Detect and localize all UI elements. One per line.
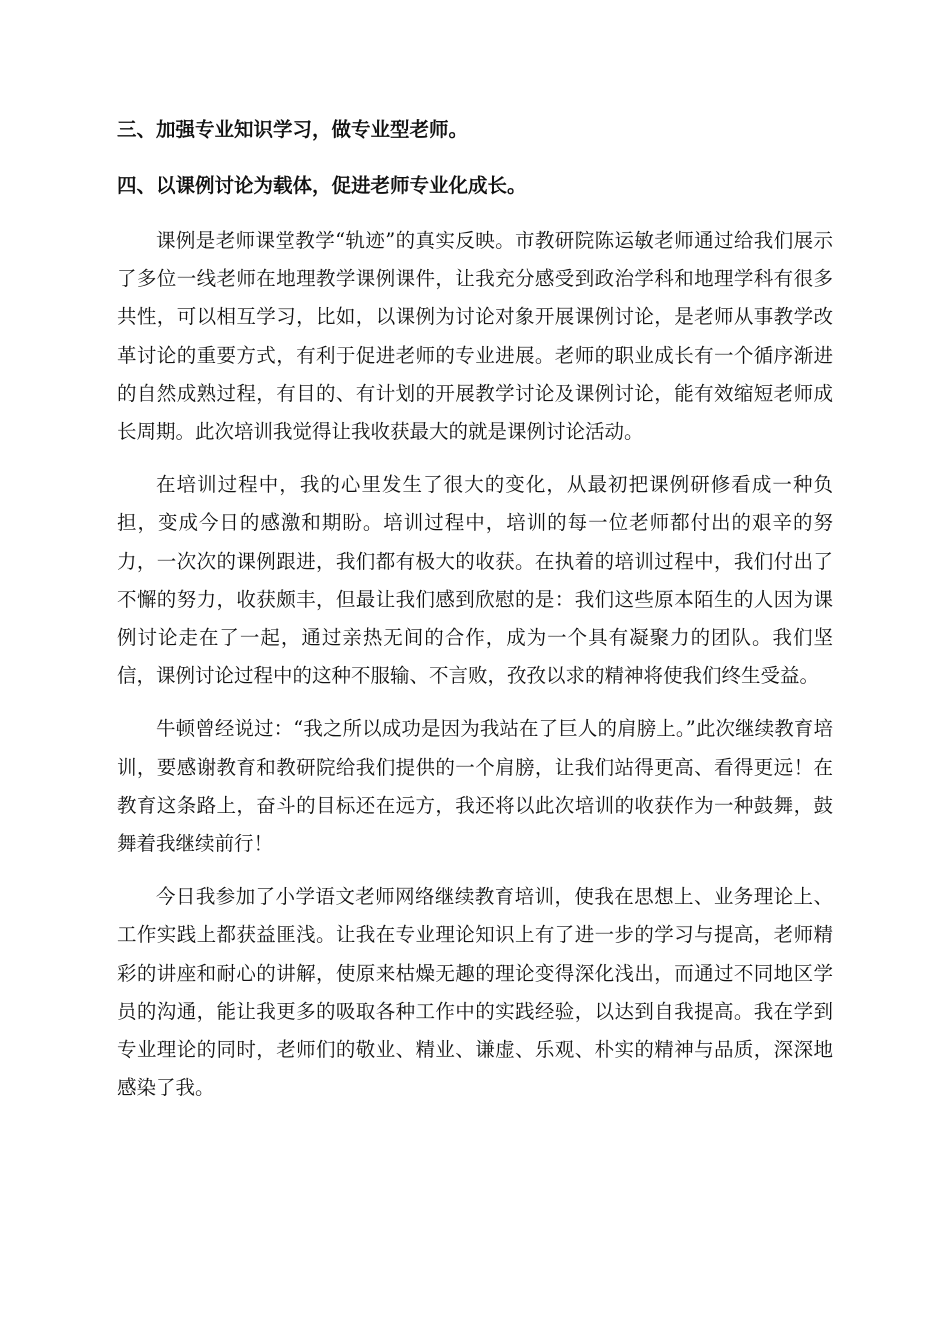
paragraph-case-study: 课例是老师课堂教学“轨迹”的真实反映。市教研院陈运敏老师通过给我们展示了多位一线老师在地理教学课例课件，让我充分感受到政治学科和地理学科有很多共性，可以相互学习，比如，以课例为讨论对象开展课例讨论，是老师从事教学改革讨论的重要方式，有利于促进老师的专业进展。老师的职业成长有一个循序渐进的自然成熟过程，有目的、有计划的开展教学讨论及课例讨论，能有效缩短老师成长周期。此次培训我觉得让我收获最大的就是课例讨论活动。 [117,229,833,444]
paragraph-online-training: 今日我参加了小学语文老师网络继续教育培训，使我在思想上、业务理论上、工作实践上都获益匪浅。让我在专业理论知识上有了进一步的学习与提高，老师精彩的讲座和耐心的讲解，使原来枯燥无趣的理论变得深化浅出，而通过不同地区学员的沟通，能让我更多的吸取各种工作中的实践经验，以达到自我提高。我在学到专业理论的同时，老师们的敬业、精业、谦虚、乐观、朴实的精神与品质，深深地感染了我。 [117,885,833,1100]
paragraph-training-process: 在培训过程中，我的心里发生了很大的变化，从最初把课例研修看成一种负担，变成今日的感激和期盼。培训过程中，培训的每一位老师都付出的艰辛的努力，一次次的课例跟进，我们都有极大的收获。在执着的培训过程中，我们付出了不懈的努力，收获颇丰，但最让我们感到欣慰的是：我们这些原本陌生的人因为课例讨论走在了一起，通过亲热无间的合作，成为一个具有凝聚力的团队。我们坚信，课例讨论过程中的这种不服输、不言败，孜孜以求的精神将使我们终生受益。 [117,473,833,688]
section-heading-4: 四、以课例讨论为载体，促进老师专业化成长。 [117,174,527,197]
section-heading-3: 三、加强专业知识学习，做专业型老师。 [117,118,469,141]
document-body [117,111,833,1107]
paragraph-newton-quote: 牛顿曾经说过：“我之所以成功是因为我站在了巨人的肩膀上。”此次继续教育培训，要感谢教育和教研院给我们提供的一个肩膀，让我们站得更高、看得更远！在教育这条路上，奋斗的目标还在远方，我还将以此次培训的收获作为一种鼓舞，鼓舞着我继续前行！ [117,717,833,856]
